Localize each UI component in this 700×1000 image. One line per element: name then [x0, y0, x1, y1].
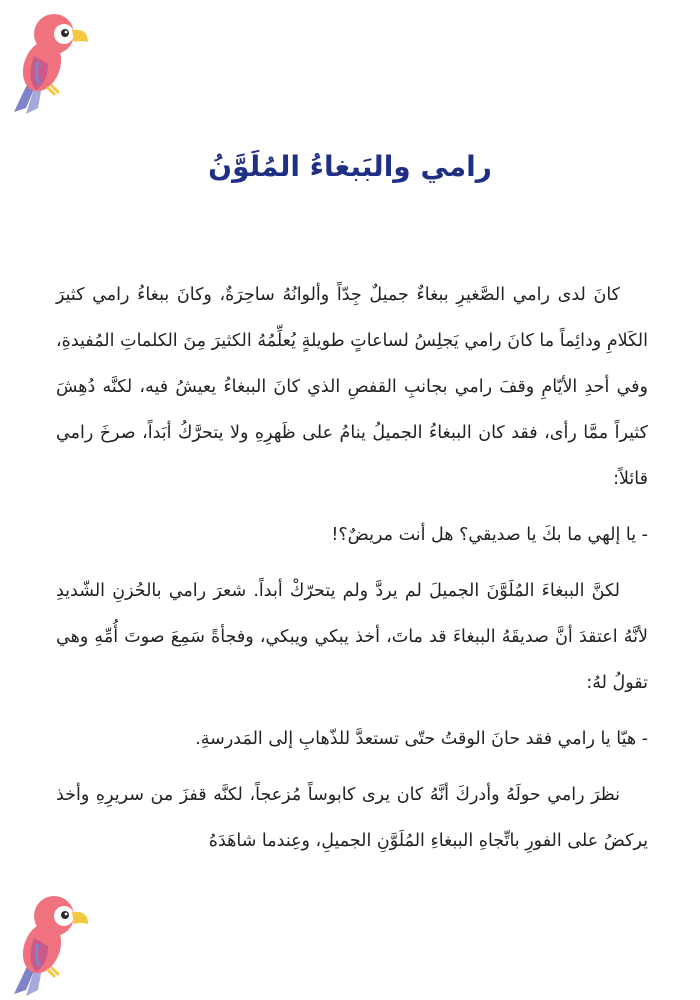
dialogue-line: - هيّا يا رامي فقد حانَ الوقتُ حتّى تستعدَّ للذّهابِ إلى المَدرسةِ.: [195, 729, 648, 749]
story-paragraph: نظرَ رامي حولَهُ وأدركَ أنَّهُ كان يرى كابوساً مُزعجاً، لكنَّه قفزَ من سريرِهِ وأخذ يركضُ على الفورِ باتِّجاهِ الببغاءِ المُلَوَّنِ الجميلِ، وعِندما شاهَدَهُ: [56, 785, 648, 851]
dialogue-line: - يا إلهي ما بكَ يا صديقي؟ هل أنت مريضٌ؟!: [331, 525, 648, 545]
parrot-icon: [8, 890, 98, 1000]
story-paragraph: لكنَّ الببغاءَ المُلَوَّنَ الجميلَ لم يردَّ ولم يتحرّكْ أبداً. شعرَ رامي بالحُزنِ الشّديدِ لأنَّهُ اعتقدَ أنَّ صديقَهُ الببغاءَ قد ماتَ، أخذ يبكي ويبكي، وفجأةً سَمِعَ صوتَ أُمِّهِ وهي تقولُ لهُ:: [56, 581, 648, 693]
story-body: [56, 272, 648, 864]
page-title: رامي والبَبغاءُ المُلَوَّنُ: [208, 150, 492, 183]
story-paragraph: كانَ لدى رامي الصَّغيرِ ببغاءٌ جميلٌ جِدّاً وألوانُهُ ساحِرَةٌ، وكانَ ببغاءُ رامي كثيرَ الكَلامِ ودائِماً ما كانَ رامي يَجلِسُ لساعاتٍ طويلةٍ يُعلِّمُهُ الكثيرَ مِنَ الكلماتِ المُفيدةِ، وفي أحدِ الأيّامِ وقفَ رامي بجانبِ القفصِ الذي كانَ الببغاءُ يعيشُ فيه، لكنَّه دُهِشَ كثيراً ممَّا رأى، فقد كان الببغاءُ الجميلُ ينامُ على ظَهرِهِ ولا يتحرَّكُ أبَداً، صرخَ رامي قائلاً:: [56, 285, 648, 489]
parrot-icon: [8, 8, 98, 118]
